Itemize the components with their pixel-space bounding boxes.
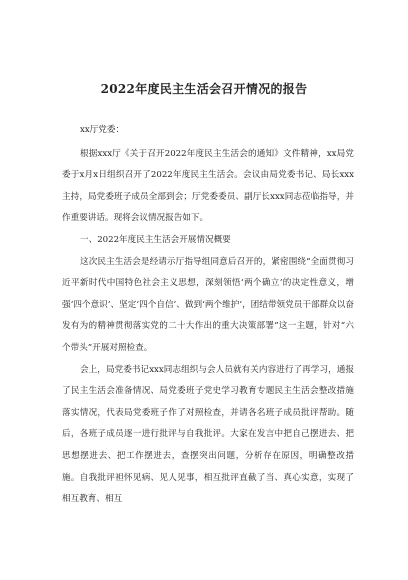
salutation: xx厅党委： bbox=[80, 125, 125, 135]
document-title: 2022年度民主生活会召开情况的报告 bbox=[100, 82, 308, 96]
paragraph-overview: 这次民主生活会是经请示厅指导组同意后召开的，紧密围绕“全面贯彻习近平新时代中国特色社会主义思想，深刻领悟‘两个确立’的决定性意义，增强‘四个意识’、坚定‘四个自信’、做到‘两个维护’，团结带领党员干部群众以奋发有为的精神贯彻落实党的二十大作出的重大决策部署”这一主题，针对“六个带头”开展对照检查。 bbox=[62, 256, 354, 353]
document-body bbox=[62, 120, 354, 511]
paragraph-meeting: 会上，局党委书记xxx同志组织与会人员就有关内容进行了再学习，通报了民主生活会准备情况、局党委班子党史学习教育专题民主生活会整改措施落实情况，代表局党委班子作了对照检查，并请各名班子成员批评帮助。随后，各班子成员逐一进行批评与自我批评。大家在发言中把自己摆进去、把思想摆进去、把工作摆进去，查摆突出问题，分析存在原因，明确整改措施。自我批评袒怀见病、见人见事，相互批评直截了当、真心实意，实现了相互教育、相互 bbox=[62, 364, 354, 505]
paragraph-intro: 根据xxx厅《关于召开2022年度民主生活会的通知》文件精神，xx局党委于x月x日组织召开了2022年度民主生活会。会议由局党委书记、局长xxx主持，局党委班子成员全部到会；厅党委委员、副厅长xxx同志莅临指导，并作重要讲话。现将会议情况报告如下。 bbox=[62, 148, 354, 224]
section-heading: 一、2022年度民主生活会开展情况概要 bbox=[80, 234, 231, 245]
